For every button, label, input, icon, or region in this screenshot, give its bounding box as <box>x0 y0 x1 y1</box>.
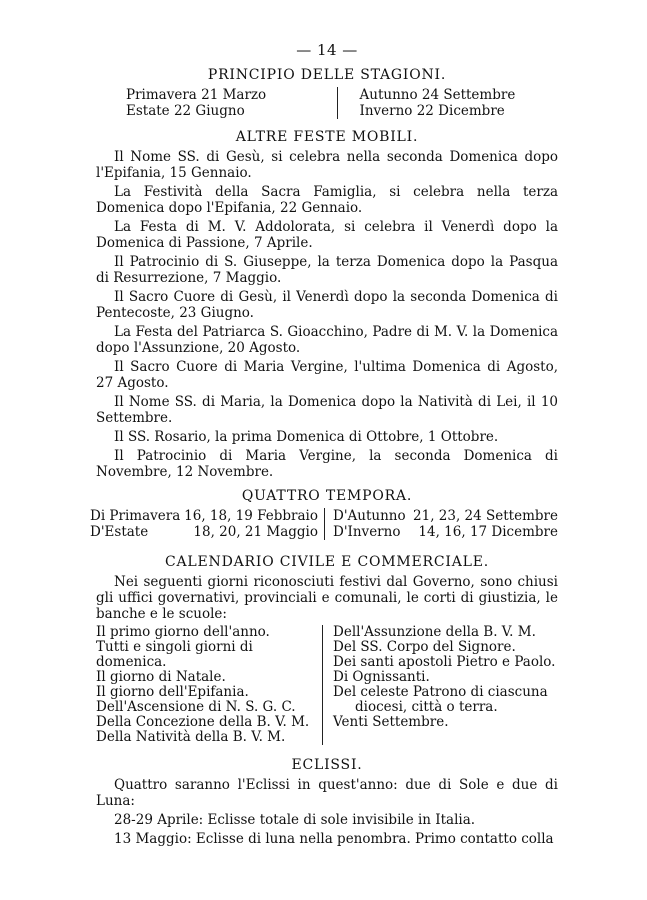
holiday-item: Il primo giorno dell'anno. <box>96 624 270 640</box>
tempora-season: Di Primavera <box>90 508 181 524</box>
section-title-seasons: PRINCIPIO DELLE STAGIONI. <box>207 67 447 83</box>
tempora-left-cell <box>90 524 325 540</box>
holiday-item: Della Concezione della B. V. M. <box>96 714 310 730</box>
feast-paragraph: Il Patrocinio di S. Giuseppe, la terza Domenica dopo la Pasqua di Resurrezione, 7 Maggio. <box>96 254 558 286</box>
section-title-eclissi: ECLISSI. <box>291 757 363 773</box>
eclipse-paragraph: 28-29 Aprile: Eclisse totale di sole invisibile in Italia. <box>114 812 476 828</box>
feast-paragraph: La Festa di M. V. Addolorata, si celebra il Venerdì dopo la Domenica di Passione, 7 Aprile. <box>96 219 558 251</box>
holiday-list-right <box>322 625 558 745</box>
holiday-item: diocesi, città o terra. <box>355 699 498 715</box>
holiday-list-left <box>96 625 322 745</box>
feast-paragraph: Il Sacro Cuore di Maria Vergine, l'ultima Domenica di Agosto, 27 Agosto. <box>96 359 558 391</box>
holiday-item: Il giorno di Natale. <box>96 669 226 685</box>
page <box>90 41 558 850</box>
section-title-feste-mobili: ALTRE FESTE MOBILI. <box>235 129 419 145</box>
seasons-table <box>96 87 558 119</box>
holiday-item: Il giorno dell'Epifania. <box>96 684 249 700</box>
feast-paragraph: La Festività della Sacra Famiglia, si celebra nella terza Domenica dopo l'Epifania, 22 Gennaio. <box>96 184 558 216</box>
feast-paragraph: Il Nome SS. di Maria, la Domenica dopo la Natività di Lei, il 10 Settembre. <box>96 394 558 426</box>
tempora-right-cell <box>325 524 558 540</box>
tempora-dates: 14, 16, 17 Dicembre <box>418 524 558 540</box>
holiday-item: Del SS. Corpo del Signore. <box>333 639 516 655</box>
season-entry: Inverno 22 Dicembre <box>359 103 505 119</box>
tempora-dates: 21, 23, 24 Settembre <box>413 508 558 524</box>
feast-paragraph: Il Patrocinio di Maria Vergine, la seconda Domenica di Novembre, 12 Novembre. <box>96 448 558 480</box>
eclipse-paragraph: 13 Maggio: Eclisse di luna nella penombra. Primo contatto colla <box>114 831 554 847</box>
holiday-item: Venti Settembre. <box>333 714 449 730</box>
tempora-season: D'Estate <box>90 524 149 540</box>
feast-paragraph: Il Sacro Cuore di Gesù, il Venerdì dopo la seconda Domenica di Pentecoste, 23 Giugno. <box>96 289 558 321</box>
holiday-item: Tutti e singoli giorni di domenica. <box>96 639 253 670</box>
tempora-left-cell <box>90 508 325 524</box>
eclipse-paragraph: Quattro saranno l'Eclissi in quest'anno: due di Sole e due di Luna: <box>96 777 558 809</box>
quattro-tempora-table <box>90 508 558 540</box>
seasons-right-column <box>337 87 559 119</box>
page-number: — 14 — <box>296 41 358 59</box>
season-entry: Estate 22 Giugno <box>126 103 245 119</box>
holiday-item: Dei santi apostoli Pietro e Paolo. <box>333 654 556 670</box>
holiday-item: Di Ognissanti. <box>333 669 430 685</box>
tempora-season: D'Inverno <box>333 524 401 540</box>
feast-paragraph: La Festa del Patriarca S. Gioacchino, Padre di M. V. la Domenica dopo l'Assunzione, 20 Agosto. <box>96 324 558 356</box>
tempora-dates: 18, 20, 21 Maggio <box>193 524 318 540</box>
tempora-dates: 16, 18, 19 Febbraio <box>184 508 318 524</box>
tempora-season: D'Autunno <box>333 508 406 524</box>
holiday-item: Del celeste Patrono di ciascuna <box>333 684 548 700</box>
holiday-item: Della Natività della B. V. M. <box>96 729 286 745</box>
holiday-list <box>96 625 558 745</box>
season-entry: Primavera 21 Marzo <box>126 87 267 103</box>
feast-paragraph: Il SS. Rosario, la prima Domenica di Ottobre, 1 Ottobre. <box>114 429 499 445</box>
seasons-left-column <box>96 87 337 119</box>
holiday-item: Dell'Assunzione della B. V. M. <box>333 624 536 640</box>
holiday-item: Dell'Ascensione di N. S. G. C. <box>96 699 296 715</box>
season-entry: Autunno 24 Settembre <box>359 87 516 103</box>
section-title-quattro-tempora: QUATTRO TEMPORA. <box>241 488 413 504</box>
tempora-row <box>90 524 558 540</box>
calendario-intro: Nei seguenti giorni riconosciuti festivi dal Governo, sono chiusi gli uffici governativi, provinciali e comunali, le corti di giustizia, le banche e le scuole: <box>96 574 558 622</box>
feast-paragraph: Il Nome SS. di Gesù, si celebra nella seconda Domenica dopo l'Epifania, 15 Gennaio. <box>96 149 558 181</box>
section-title-calendario: CALENDARIO CIVILE E COMMERCIALE. <box>165 554 489 570</box>
tempora-right-cell <box>325 508 558 524</box>
tempora-row <box>90 508 558 524</box>
